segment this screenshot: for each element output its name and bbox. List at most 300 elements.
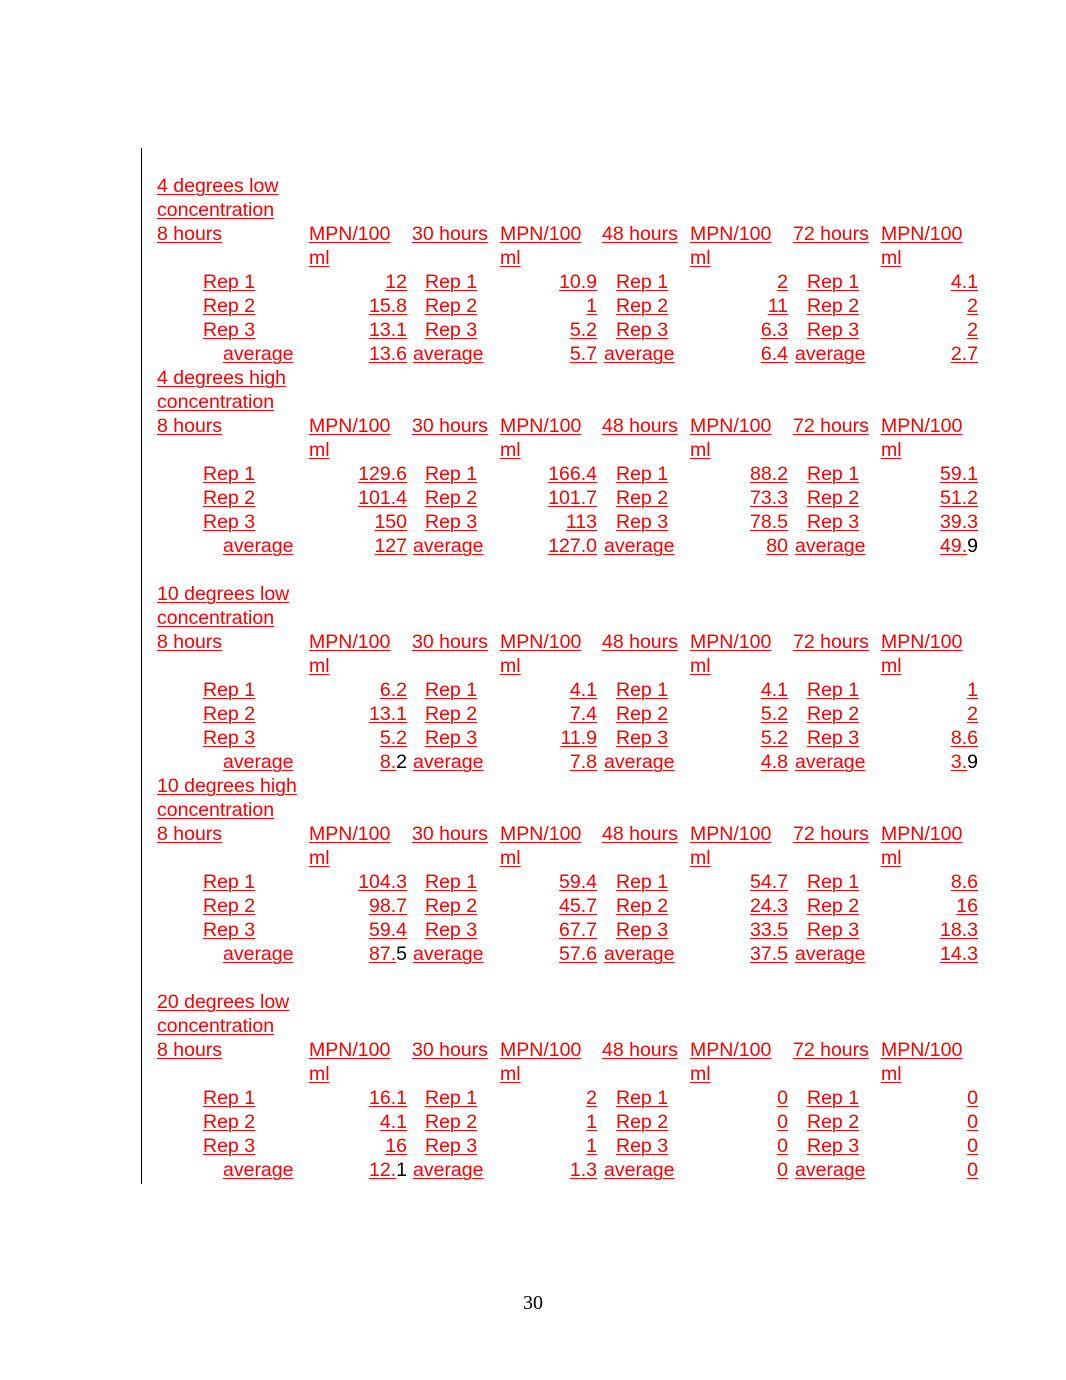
mpn-value — [559, 270, 597, 294]
rep-label: Rep 1 — [616, 1087, 669, 1109]
average-label: average — [795, 535, 866, 557]
mpn-value-tracked: 80 — [766, 535, 788, 557]
unit-header-line: ml — [500, 439, 521, 461]
mpn-value — [374, 534, 407, 558]
unit-header — [881, 414, 962, 462]
mpn-value — [940, 510, 978, 534]
section-title: 20 degrees low — [157, 991, 290, 1013]
average-label: average — [413, 343, 484, 365]
rep-label: Rep 1 — [425, 1087, 478, 1109]
mpn-value-tracked: 127 — [374, 535, 407, 557]
replicate-row — [157, 1134, 987, 1158]
time-header: 48 hours — [602, 823, 678, 845]
mpn-value-tracked: 2.7 — [950, 343, 978, 365]
mpn-value — [385, 1134, 407, 1158]
mpn-value — [940, 486, 978, 510]
table-header-row — [157, 1038, 987, 1086]
time-header: 30 hours — [412, 823, 488, 845]
mpn-value — [956, 894, 978, 918]
time-header: 48 hours — [602, 1039, 678, 1061]
mpn-value-tracked: 1.3 — [569, 1159, 597, 1181]
mpn-value — [358, 870, 407, 894]
mpn-value-tracked: 4.1 — [569, 679, 597, 701]
mpn-value-tracked: 14.3 — [940, 943, 978, 965]
mpn-value-tracked: 4.1 — [950, 271, 978, 293]
unit-header-line: MPN/100 — [309, 631, 391, 653]
mpn-value-tracked: 6.3 — [760, 319, 788, 341]
mpn-value — [559, 918, 597, 942]
mpn-value-tracked: 11 — [767, 295, 788, 317]
mpn-value — [777, 1134, 788, 1158]
unit-header — [881, 822, 962, 870]
time-header: 30 hours — [412, 1039, 488, 1061]
mpn-value — [586, 1110, 597, 1134]
mpn-value-plain: 5 — [396, 943, 407, 965]
rep-label: Rep 1 — [203, 871, 256, 893]
mpn-value — [750, 942, 788, 966]
mpn-value-tracked: 13.6 — [369, 343, 407, 365]
mpn-value — [940, 462, 978, 486]
unit-header — [309, 822, 390, 870]
mpn-value — [560, 726, 597, 750]
mpn-value — [566, 510, 597, 534]
mpn-value — [761, 318, 788, 342]
unit-header-line: ml — [309, 1063, 330, 1085]
time-header: 30 hours — [412, 223, 488, 245]
mpn-value-tracked: 11.9 — [560, 727, 597, 749]
replicate-row — [157, 702, 987, 726]
average-label: average — [795, 943, 866, 965]
mpn-value-tracked: 10.9 — [559, 271, 597, 293]
unit-header-line: MPN/100 — [500, 823, 582, 845]
average-label: average — [223, 751, 294, 773]
mpn-value — [369, 294, 407, 318]
unit-header — [309, 222, 390, 270]
unit-header — [881, 1038, 962, 1086]
mpn-value — [586, 1086, 597, 1110]
data-section — [157, 174, 987, 366]
replicate-row — [157, 270, 987, 294]
rep-label: Rep 1 — [616, 871, 669, 893]
mpn-value-tracked: 37.5 — [750, 943, 788, 965]
blank-line — [157, 966, 987, 990]
rep-label: Rep 3 — [807, 511, 860, 533]
mpn-value-tracked: 0 — [967, 1159, 978, 1181]
rep-label: Rep 2 — [807, 703, 860, 725]
mpn-value-tracked: 13.1 — [369, 319, 407, 341]
time-header: 72 hours — [793, 823, 869, 845]
mpn-value — [777, 1110, 788, 1134]
rep-label: Rep 1 — [425, 463, 478, 485]
mpn-value — [570, 702, 597, 726]
unit-header-line: ml — [309, 655, 330, 677]
unit-header-line: ml — [881, 247, 902, 269]
mpn-value-tracked: 5.2 — [569, 319, 597, 341]
time-header: 72 hours — [793, 631, 869, 653]
unit-header-line: MPN/100 — [690, 223, 772, 245]
mpn-value — [369, 918, 407, 942]
mpn-value — [380, 750, 407, 774]
mpn-value — [369, 342, 407, 366]
section-title: concentration — [157, 391, 275, 413]
mpn-value — [967, 1158, 978, 1182]
mpn-value — [967, 1134, 978, 1158]
mpn-value — [548, 486, 597, 510]
average-row — [157, 342, 987, 366]
section-title: 10 degrees low — [157, 583, 290, 605]
mpn-value — [548, 534, 597, 558]
unit-header — [881, 222, 962, 270]
unit-header-line: ml — [881, 655, 902, 677]
mpn-value-tracked: 8. — [379, 751, 397, 773]
average-row — [157, 534, 987, 558]
first-time-header: 8 hours — [157, 823, 223, 845]
average-label: average — [413, 943, 484, 965]
average-label: average — [223, 1159, 294, 1181]
mpn-value — [570, 342, 597, 366]
average-label: average — [604, 943, 675, 965]
mpn-value — [380, 678, 407, 702]
time-header: 72 hours — [793, 1039, 869, 1061]
rep-label: Rep 2 — [203, 1111, 256, 1133]
rep-label: Rep 1 — [425, 871, 478, 893]
mpn-value-tracked: 78.5 — [750, 511, 788, 533]
mpn-value — [951, 870, 978, 894]
average-label: average — [795, 751, 866, 773]
mpn-value-tracked: 1 — [586, 1111, 597, 1133]
mpn-value — [940, 918, 978, 942]
mpn-value-tracked: 2 — [967, 319, 978, 341]
unit-header-line: MPN/100 — [690, 415, 772, 437]
rep-label: Rep 2 — [616, 703, 669, 725]
unit-header-line: ml — [500, 247, 521, 269]
mpn-value — [385, 270, 407, 294]
average-label: average — [604, 535, 675, 557]
mpn-value-tracked: 0 — [777, 1111, 788, 1133]
section-title: 10 degrees high — [157, 775, 297, 797]
mpn-value — [750, 918, 788, 942]
rep-label: Rep 3 — [425, 919, 478, 941]
rep-label: Rep 2 — [203, 295, 256, 317]
revision-change-bar — [141, 148, 142, 1184]
mpn-value-tracked: 101.7 — [548, 487, 597, 509]
unit-header — [690, 630, 771, 678]
rep-label: Rep 2 — [807, 295, 860, 317]
blank-line — [157, 558, 987, 582]
mpn-value-tracked: 166.4 — [548, 463, 597, 485]
section-title-row — [157, 198, 987, 222]
first-time-header: 8 hours — [157, 631, 223, 653]
unit-header-line: ml — [690, 247, 711, 269]
unit-header-line: ml — [690, 1063, 711, 1085]
unit-header-line: MPN/100 — [309, 823, 391, 845]
average-label: average — [795, 343, 866, 365]
mpn-value-tracked: 4.1 — [379, 1111, 407, 1133]
mpn-value — [766, 534, 788, 558]
rep-label: Rep 1 — [425, 271, 478, 293]
section-title-row — [157, 1014, 987, 1038]
mpn-value-tracked: 39.3 — [940, 511, 978, 533]
rep-label: Rep 3 — [807, 727, 860, 749]
mpn-value-tracked: 1 — [586, 1135, 597, 1157]
mpn-value — [768, 294, 788, 318]
unit-header-line: ml — [690, 655, 711, 677]
mpn-value — [761, 750, 788, 774]
mpn-value-tracked: 98.7 — [369, 895, 407, 917]
data-section — [157, 366, 987, 582]
mpn-value — [777, 1086, 788, 1110]
unit-header — [881, 630, 962, 678]
mpn-value — [559, 894, 597, 918]
data-section — [157, 990, 987, 1182]
mpn-value-tracked: 16 — [956, 895, 978, 917]
mpn-value — [967, 1110, 978, 1134]
unit-header-line: MPN/100 — [881, 415, 963, 437]
mpn-value-tracked: 1 — [586, 295, 597, 317]
mpn-value — [548, 462, 597, 486]
replicate-row — [157, 1110, 987, 1134]
mpn-value — [940, 534, 978, 558]
mpn-value-tracked: 16.1 — [369, 1087, 407, 1109]
unit-header-line: MPN/100 — [500, 415, 582, 437]
unit-header-line: ml — [690, 847, 711, 869]
mpn-value-tracked: 67.7 — [559, 919, 597, 941]
section-title-row — [157, 390, 987, 414]
mpn-value — [951, 342, 978, 366]
mpn-value-tracked: 5.2 — [760, 703, 788, 725]
rep-label: Rep 3 — [203, 319, 256, 341]
average-label: average — [795, 1159, 866, 1181]
mpn-value-tracked: 16 — [385, 1135, 407, 1157]
rep-label: Rep 2 — [807, 1111, 860, 1133]
mpn-value-tracked: 24.3 — [750, 895, 788, 917]
unit-header-line: MPN/100 — [309, 1039, 391, 1061]
mpn-value-tracked: 0 — [777, 1135, 788, 1157]
mpn-value-tracked: 6.2 — [379, 679, 407, 701]
section-title: 4 degrees high — [157, 367, 287, 389]
mpn-value-tracked: 0 — [777, 1159, 788, 1181]
section-title: concentration — [157, 607, 275, 629]
table-header-row — [157, 222, 987, 270]
mpn-value-tracked: 8.6 — [950, 727, 978, 749]
average-label: average — [413, 535, 484, 557]
average-label: average — [604, 1159, 675, 1181]
rep-label: Rep 2 — [425, 1111, 478, 1133]
rep-label: Rep 1 — [203, 463, 256, 485]
mpn-value — [369, 894, 407, 918]
first-time-header: 8 hours — [157, 1039, 223, 1061]
mpn-value — [570, 1158, 597, 1182]
replicate-row — [157, 678, 987, 702]
time-header: 72 hours — [793, 415, 869, 437]
mpn-value-plain: 9 — [967, 751, 978, 773]
unit-header-line: MPN/100 — [500, 631, 582, 653]
section-title: concentration — [157, 1015, 275, 1037]
average-row — [157, 750, 987, 774]
unit-header — [690, 822, 771, 870]
mpn-value — [369, 318, 407, 342]
page-number: 30 — [523, 1292, 543, 1314]
mpn-value-tracked: 0 — [777, 1087, 788, 1109]
rep-label: Rep 2 — [616, 487, 669, 509]
rep-label: Rep 3 — [203, 919, 256, 941]
mpn-value-tracked: 2 — [586, 1087, 597, 1109]
unit-header — [309, 630, 390, 678]
rep-label: Rep 2 — [425, 703, 478, 725]
rep-label: Rep 3 — [616, 511, 669, 533]
unit-header — [500, 414, 581, 462]
rep-label: Rep 2 — [616, 895, 669, 917]
unit-header-line: MPN/100 — [881, 631, 963, 653]
rep-label: Rep 1 — [203, 1087, 256, 1109]
unit-header-line: ml — [881, 1063, 902, 1085]
rep-label: Rep 3 — [616, 919, 669, 941]
unit-header-line: MPN/100 — [690, 1039, 772, 1061]
time-header: 72 hours — [793, 223, 869, 245]
mpn-value-tracked: 101.4 — [358, 487, 407, 509]
mpn-value-tracked: 104.3 — [358, 871, 407, 893]
section-title-row — [157, 582, 987, 606]
mpn-value — [761, 702, 788, 726]
mpn-value-tracked: 5.2 — [760, 727, 788, 749]
mpn-value — [951, 270, 978, 294]
average-row — [157, 1158, 987, 1182]
mpn-value-tracked: 4.8 — [760, 751, 788, 773]
mpn-value — [559, 870, 597, 894]
rep-label: Rep 2 — [425, 295, 478, 317]
unit-header-line: MPN/100 — [309, 223, 391, 245]
mpn-value-tracked: 0 — [967, 1111, 978, 1133]
rep-label: Rep 1 — [203, 271, 256, 293]
mpn-value — [967, 294, 978, 318]
mpn-value — [761, 726, 788, 750]
table-header-row — [157, 414, 987, 462]
mpn-value-plain: 1 — [396, 1159, 407, 1181]
section-title-row — [157, 798, 987, 822]
section-title: concentration — [157, 199, 275, 221]
mpn-value-tracked: 7.8 — [569, 751, 597, 773]
mpn-value — [951, 750, 978, 774]
mpn-value-tracked: 113 — [565, 511, 597, 533]
mpn-value-tracked: 3. — [950, 751, 968, 773]
time-header: 30 hours — [412, 631, 488, 653]
mpn-value-tracked: 59.1 — [940, 463, 978, 485]
mpn-value — [369, 1158, 407, 1182]
mpn-value — [967, 702, 978, 726]
mpn-value — [750, 510, 788, 534]
mpn-value — [369, 1086, 407, 1110]
mpn-value — [750, 486, 788, 510]
mpn-value-tracked: 0 — [967, 1135, 978, 1157]
mpn-value-tracked: 6.4 — [760, 343, 788, 365]
unit-header-line: MPN/100 — [881, 223, 963, 245]
section-title-row — [157, 366, 987, 390]
rep-label: Rep 2 — [203, 487, 256, 509]
unit-header-line: MPN/100 — [500, 223, 582, 245]
unit-header-line: ml — [500, 1063, 521, 1085]
mpn-value-tracked: 150 — [374, 511, 407, 533]
mpn-value — [761, 678, 788, 702]
replicate-row — [157, 318, 987, 342]
rep-label: Rep 2 — [203, 895, 256, 917]
data-section — [157, 774, 987, 990]
section-title-row — [157, 990, 987, 1014]
table-header-row — [157, 822, 987, 870]
mpn-value — [777, 270, 788, 294]
unit-header — [690, 1038, 771, 1086]
unit-header-line: ml — [881, 847, 902, 869]
average-label: average — [223, 535, 294, 557]
mpn-value-plain: 9 — [967, 535, 978, 557]
rep-label: Rep 1 — [425, 679, 478, 701]
mpn-value-tracked: 51.2 — [940, 487, 978, 509]
unit-header — [690, 222, 771, 270]
first-time-header: 8 hours — [157, 223, 223, 245]
unit-header-line: MPN/100 — [690, 631, 772, 653]
rep-label: Rep 3 — [616, 1135, 669, 1157]
section-title-row — [157, 606, 987, 630]
mpn-value — [586, 294, 597, 318]
mpn-value — [750, 462, 788, 486]
rep-label: Rep 2 — [616, 295, 669, 317]
unit-header-line: ml — [309, 439, 330, 461]
unit-header — [500, 630, 581, 678]
mpn-value — [570, 318, 597, 342]
unit-header-line: MPN/100 — [881, 1039, 963, 1061]
rep-label: Rep 1 — [807, 271, 860, 293]
unit-header-line: ml — [881, 439, 902, 461]
mpn-value — [967, 678, 978, 702]
mpn-value-tracked: 88.2 — [750, 463, 788, 485]
rep-label: Rep 3 — [203, 1135, 256, 1157]
average-label: average — [604, 751, 675, 773]
mpn-value — [369, 942, 407, 966]
mpn-value-tracked: 4.1 — [760, 679, 788, 701]
average-label: average — [413, 1159, 484, 1181]
unit-header-line: MPN/100 — [881, 823, 963, 845]
mpn-value — [777, 1158, 788, 1182]
unit-header-line: ml — [690, 439, 711, 461]
rep-label: Rep 2 — [807, 487, 860, 509]
table-header-row — [157, 630, 987, 678]
unit-header-line: MPN/100 — [690, 823, 772, 845]
mpn-value-tracked: 129.6 — [358, 463, 407, 485]
mpn-value — [374, 510, 407, 534]
rep-label: Rep 2 — [807, 895, 860, 917]
rep-label: Rep 3 — [616, 319, 669, 341]
mpn-value — [750, 870, 788, 894]
time-header: 48 hours — [602, 631, 678, 653]
replicate-row — [157, 894, 987, 918]
mpn-value — [940, 942, 978, 966]
mpn-value-plain: 2 — [396, 751, 407, 773]
mpn-value-tracked: 57.6 — [559, 943, 597, 965]
mpn-value — [761, 342, 788, 366]
mpn-value — [570, 678, 597, 702]
replicate-row — [157, 462, 987, 486]
rep-label: Rep 1 — [203, 679, 256, 701]
mpn-value — [559, 942, 597, 966]
unit-header — [309, 1038, 390, 1086]
average-label: average — [223, 343, 294, 365]
mpn-value-tracked: 5.7 — [569, 343, 597, 365]
mpn-value — [358, 462, 407, 486]
mpn-value-tracked: 15.8 — [369, 295, 407, 317]
rep-label: Rep 1 — [807, 871, 860, 893]
unit-header — [500, 822, 581, 870]
rep-label: Rep 3 — [425, 727, 478, 749]
mpn-value-tracked: 33.5 — [750, 919, 788, 941]
